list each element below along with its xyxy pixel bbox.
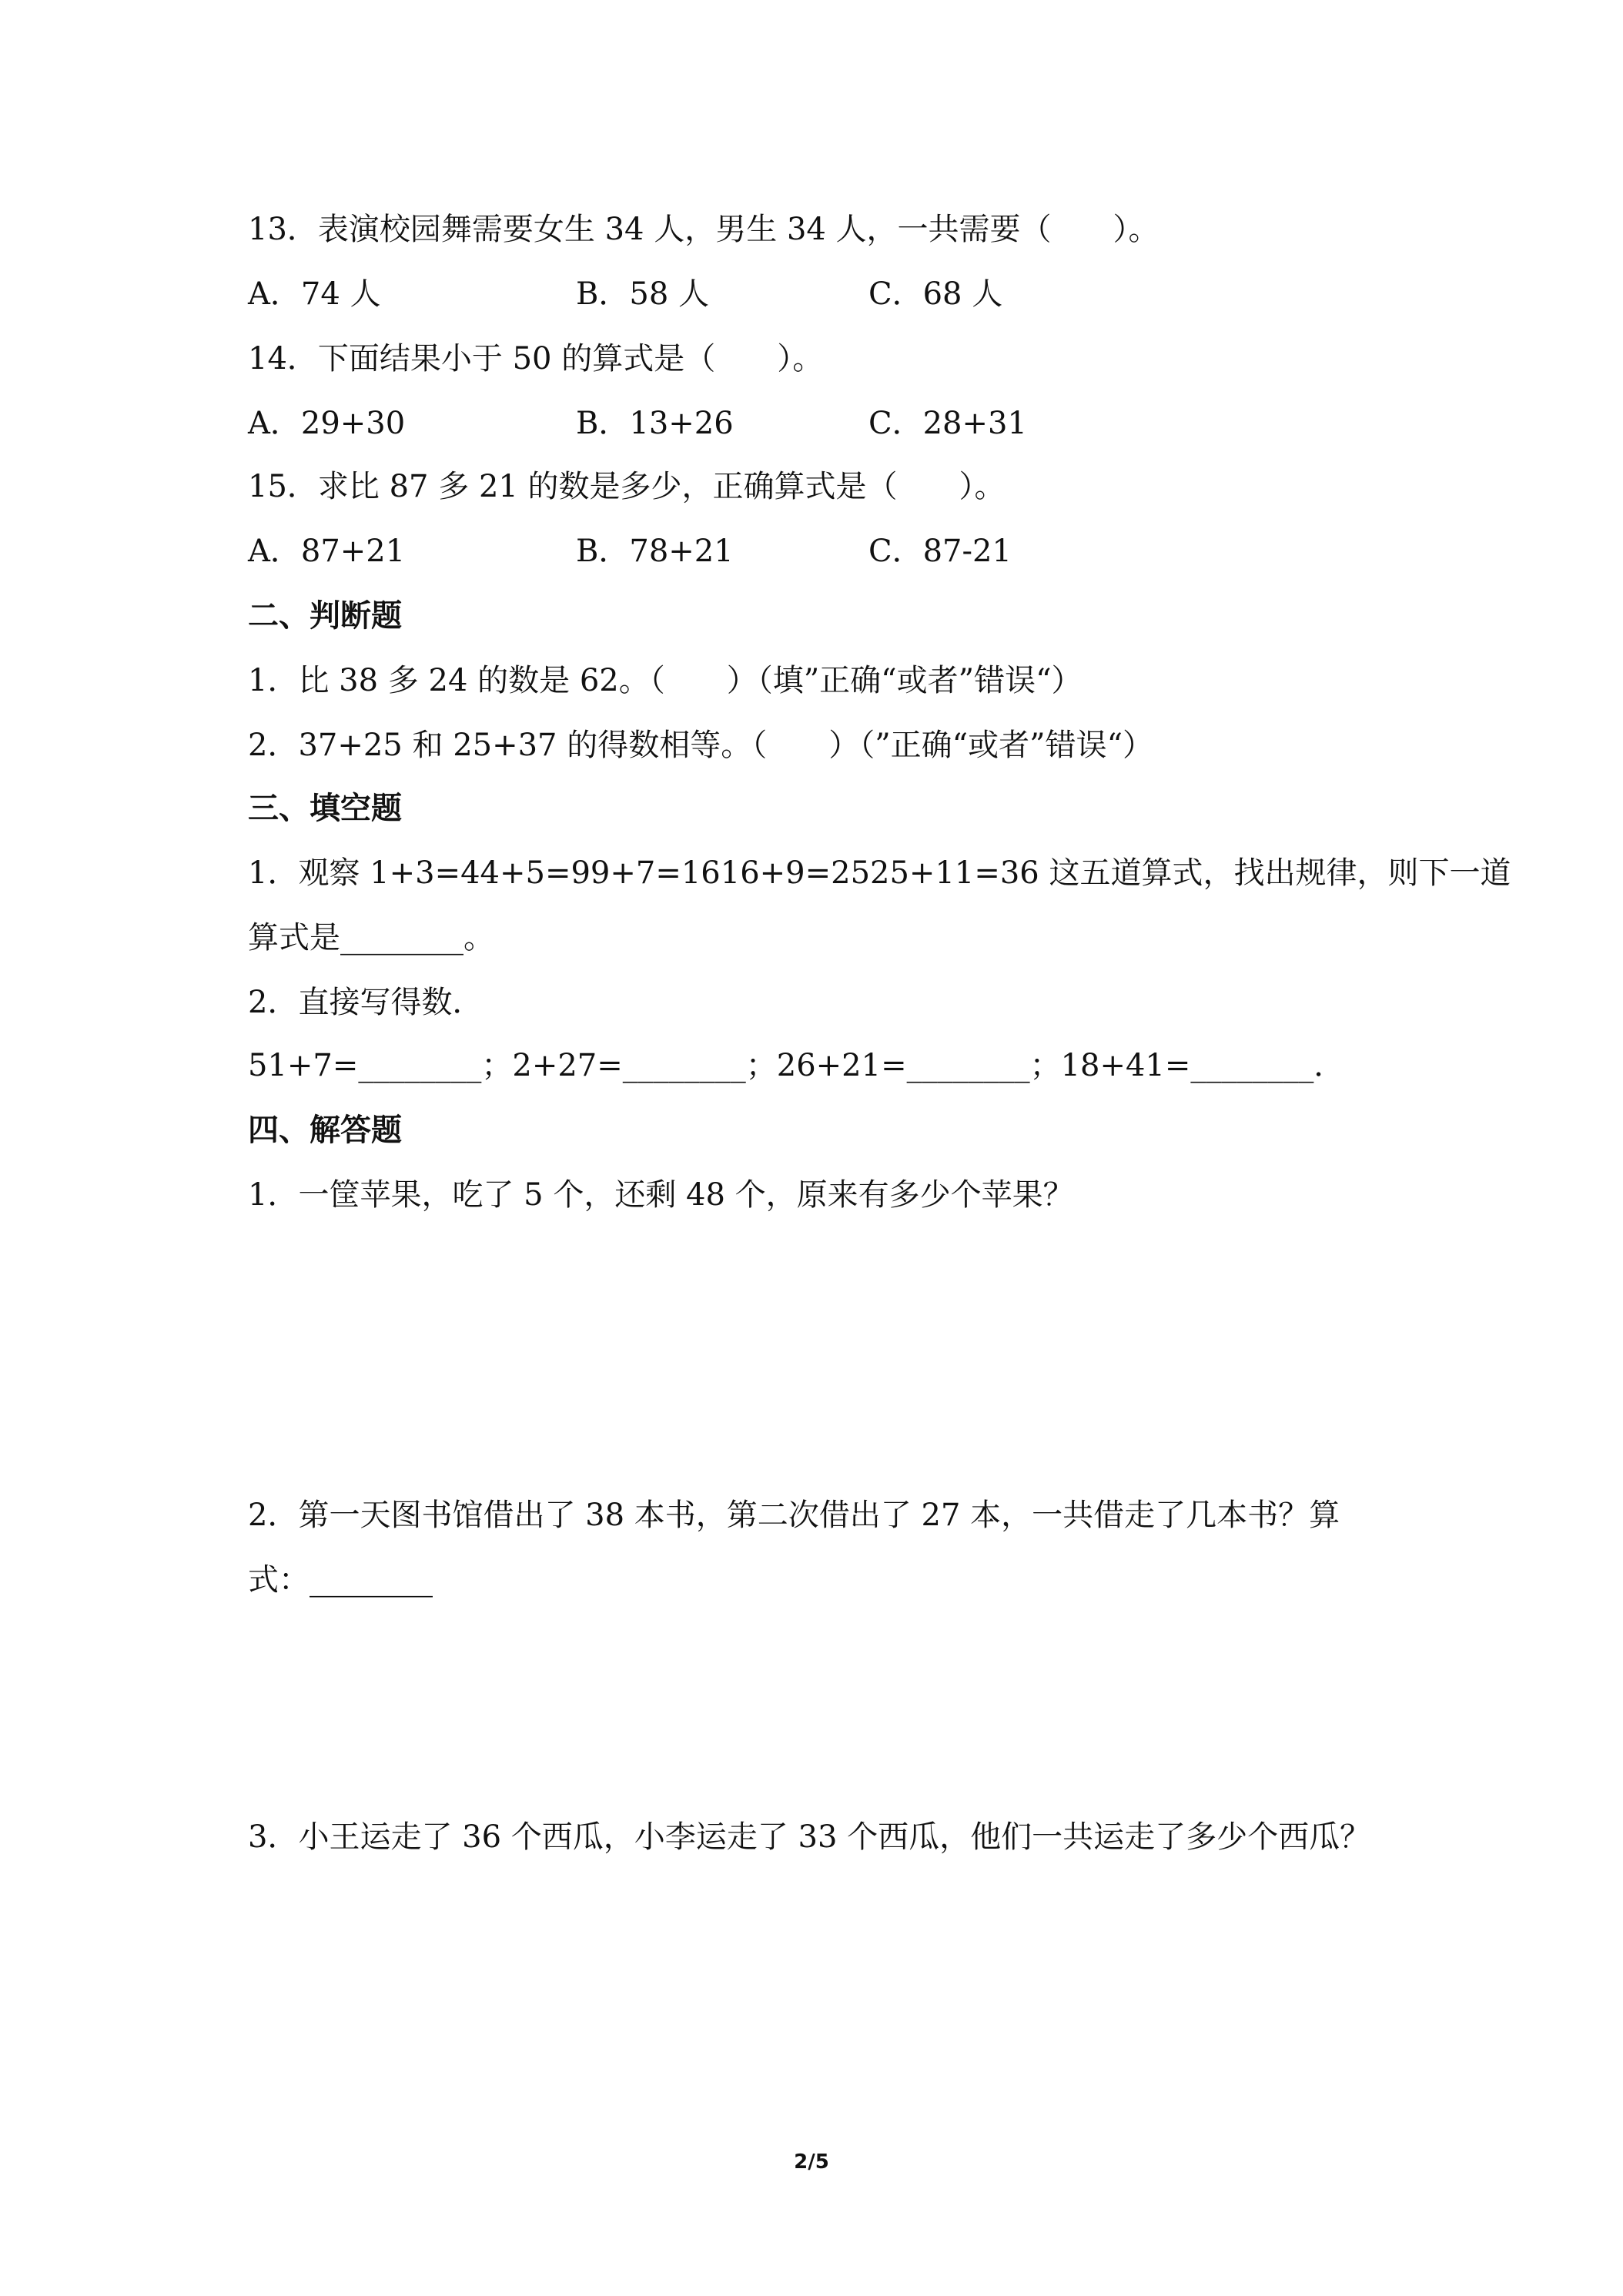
true-false-item-1: 1．比 38 多 24 的数是 62。（ ）（填”正确“或者”错误“）: [248, 663, 1083, 698]
question-15-stem: 15．求比 87 多 21 的数是多少，正确算式是（ ）。: [248, 469, 1006, 504]
question-14-option-b: B．13+26: [576, 406, 734, 441]
question-13-option-b: B．58 人: [576, 276, 710, 312]
question-14-stem: 14．下面结果小于 50 的算式是（ ）。: [248, 341, 824, 377]
question-15-option-c: C．87-21: [868, 534, 1012, 569]
word-problem-3: 3．小王运走了 36 个西瓜，小李运走了 33 个西瓜，他们一共运走了多少个西瓜？: [248, 1819, 1371, 1855]
word-problem-2-line2: 式：________: [248, 1562, 433, 1598]
question-13-option-a: A．74 人: [248, 276, 381, 312]
fill-blank-q1-line2: 算式是________。: [248, 920, 494, 956]
section-title-word-problems: 四、解答题: [248, 1113, 402, 1148]
fill-blank-q2-line1: 2．直接写得数．: [248, 985, 484, 1020]
page-number: 2/5: [794, 2150, 829, 2174]
section-title-fill-blank: 三、填空题: [248, 791, 402, 826]
section-title-true-false: 二、判断题: [248, 598, 402, 634]
true-false-item-2: 2．37+25 和 25+37 的得数相等。（ ）（”正确“或者”错误“）: [248, 728, 1154, 763]
question-13-stem: 13．表演校园舞需要女生 34 人，男生 34 人，一共需要（ ）。: [248, 212, 1160, 247]
question-15-option-b: B．78+21: [576, 534, 734, 569]
question-13-option-c: C．68 人: [868, 276, 1003, 312]
question-14-option-a: A．29+30: [248, 406, 406, 441]
word-problem-1: 1．一筐苹果，吃了 5 个，还剩 48 个，原来有多少个苹果？: [248, 1177, 1074, 1213]
word-problem-2-line1: 2．第一天图书馆借出了 38 本书，第二次借出了 27 本，一共借走了几本书？算: [248, 1498, 1340, 1533]
fill-blank-q1-line1: 1．观察 1+3=44+5=99+7=1616+9=2525+11=36 这五道算式，找出规律，则下一道: [248, 855, 1511, 891]
question-14-option-c: C．28+31: [868, 406, 1027, 441]
fill-blank-q2-line2: 51+7=________；2+27=________；26+21=________；18+41=________．: [248, 1048, 1345, 1083]
question-15-option-a: A．87+21: [248, 534, 406, 569]
